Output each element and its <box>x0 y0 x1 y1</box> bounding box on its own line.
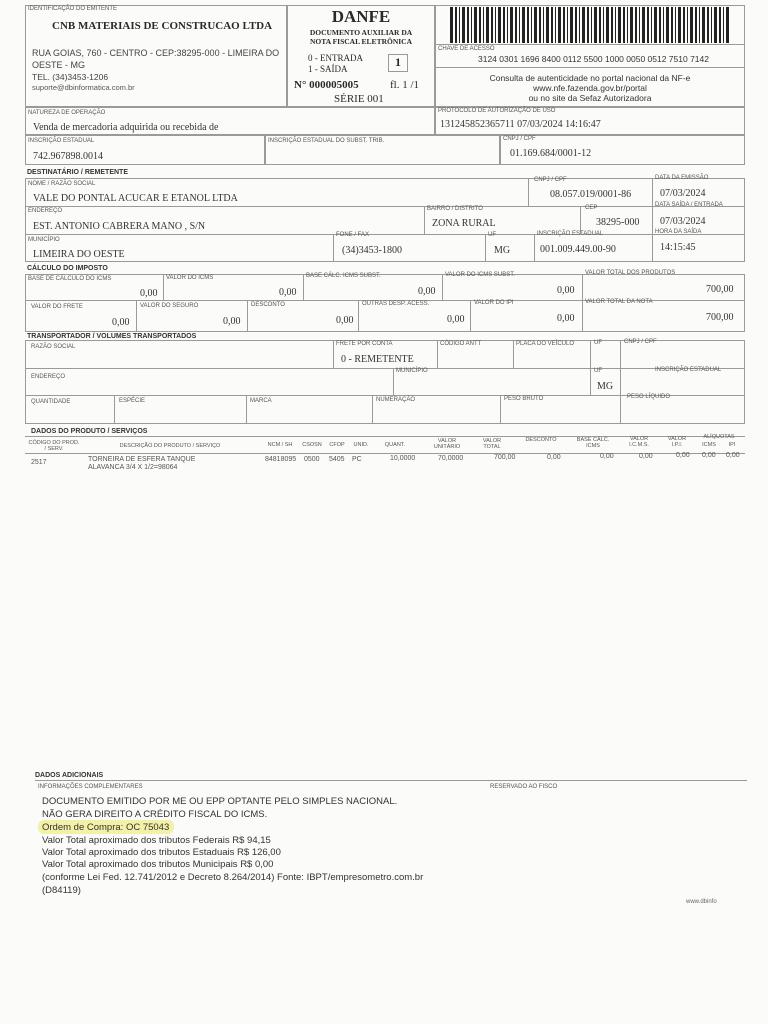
chave-label: CHAVE DE ACESSO <box>438 46 495 52</box>
prod-h-aliq-icms: ICMS <box>702 442 716 448</box>
natureza-value: Venda de mercadoria adquirida ou recebida de <box>33 122 219 133</box>
emitente-email: suporte@dbinformatica.com.br <box>32 83 135 92</box>
transp-quantidade-label: QUANTIDADE <box>31 399 71 405</box>
dest-uf-value: MG <box>494 245 511 256</box>
imp-col-4 <box>582 274 583 332</box>
dest-bairro-label: BAIRRO / DISTRITO <box>427 206 483 212</box>
imp-col-7 <box>358 300 359 332</box>
transp-col-3 <box>513 340 514 368</box>
consulta-line-2: www.nfe.fazenda.gov.br/portal <box>533 83 647 93</box>
danfe-entrada: 0 - ENTRADA <box>308 53 363 63</box>
transp-col-1 <box>333 340 334 368</box>
prod-h-descricao: DESCRIÇÃO DO PRODUTO / SERVIÇO <box>119 443 221 449</box>
emitente-phone: TEL. (34)3453-1206 <box>32 72 109 82</box>
dest-ie-label: INSCRIÇÃO ESTADUAL <box>537 231 604 237</box>
info-line-3: Ordem de Compra: OC 75043 <box>42 822 170 833</box>
transp-row-line-1 <box>25 368 745 369</box>
dest-row-line-2 <box>25 234 745 235</box>
imp-desconto-label: DESCONTO <box>251 302 285 308</box>
transp-especie-label: ESPÉCIE <box>119 398 146 404</box>
transp-peso-liquido-label: PESO LÍQUIDO <box>627 394 671 400</box>
danfe-numero: N° 000005005 <box>294 79 359 91</box>
transp-uf2-label: UF <box>594 368 602 374</box>
dest-data-saida-value: 07/03/2024 <box>660 216 706 227</box>
prod-h-quant: QUANT. <box>384 442 406 448</box>
footer-url: www.dbinfo <box>686 899 717 905</box>
dest-cep-value: 38295-000 <box>596 217 640 228</box>
dest-col-line-3 <box>424 206 425 234</box>
danfe-saida: 1 - SAÍDA <box>308 64 348 74</box>
dest-col-line-2 <box>652 178 653 262</box>
prod-aliq-icms: 0,00 <box>702 452 716 459</box>
ie-label: INSCRIÇÃO ESTADUAL <box>28 138 95 144</box>
imp-frete-value: 0,00 <box>112 317 130 328</box>
prod-h-valor-total: VALOR TOTAL <box>482 438 502 450</box>
imp-valor-icms-value: 0,00 <box>279 287 297 298</box>
info-line-7: (conforme Lei Fed. 12.741/2012 e Decreto 8.264/2014) Fonte: IBPT/empresometro.com.br <box>42 872 424 883</box>
dest-fone-label: FONE / FAX <box>336 232 370 238</box>
adicionais-top-line <box>35 780 747 781</box>
dest-col-line-6 <box>485 234 486 262</box>
imp-outras-value: 0,00 <box>447 314 465 325</box>
dest-uf-label: UF <box>488 232 496 238</box>
transp-municipio-label: MUNICÍPIO <box>396 368 428 374</box>
dest-fone-value: (34)3453-1800 <box>342 245 402 256</box>
prod-h-valor-ipi: VALOR I.P.I. <box>667 436 687 448</box>
imp-seguro-label: VALOR DO SEGURO <box>140 303 199 309</box>
transportador-section: TRANSPORTADOR / VOLUMES TRANSPORTADOS <box>27 333 197 340</box>
prod-desconto: 0,00 <box>547 454 561 461</box>
imp-total-nota-value: 700,00 <box>706 312 734 323</box>
transp-placa-label: PLACA DO VEÍCULO <box>516 341 575 347</box>
consulta-line-1: Consulta de autenticidade no portal nacional da NF-e <box>489 73 691 83</box>
transp-razao-label: RAZÃO SOCIAL <box>31 344 76 350</box>
imp-frete-label: VALOR DO FRETE <box>31 304 83 310</box>
transp-cnpj-label: CNPJ / CPF <box>624 339 657 345</box>
dest-nome-value: VALE DO PONTAL ACUCAR E ETANOL LTDA <box>33 193 238 204</box>
prod-h-desconto: DESCONTO <box>525 437 557 443</box>
imp-seguro-value: 0,00 <box>223 316 241 327</box>
produtos-section: DADOS DO PRODUTO / SERVIÇOS <box>31 428 148 435</box>
imp-ipi-label: VALOR DO IPI <box>474 300 514 306</box>
barcode <box>450 7 730 43</box>
produtos-header-line <box>25 453 745 454</box>
danfe-tipo: 1 <box>395 55 401 69</box>
dest-cnpj-label: CNPJ / CPF <box>534 177 567 183</box>
prod-h-csosn: CSOSN <box>302 442 322 448</box>
adicionais-section: DADOS ADICIONAIS <box>35 772 104 779</box>
info-line-1: DOCUMENTO EMITIDO POR ME OU EPP OPTANTE PELO SIMPLES NACIONAL. <box>42 796 398 807</box>
imp-col-8 <box>470 300 471 332</box>
prod-descricao-2: ALAVANCA 3/4 X 1/2=98064 <box>88 464 178 471</box>
dest-cep-label: CEP <box>585 205 598 211</box>
imp-base-st-label: BASE CÁLC. ICMS SUBST. <box>306 273 381 279</box>
imp-base-icms-value: 0,00 <box>140 288 158 299</box>
ie-st-label: INSCRIÇÃO ESTADUAL DO SUBST. TRIB. <box>268 138 385 144</box>
imp-outras-label: OUTRAS DESP. ACESS. <box>362 301 430 307</box>
dest-nome-label: NOME / RAZÃO SOCIAL <box>28 181 96 187</box>
prod-base-icms: 0,00 <box>600 453 614 460</box>
danfe-subtitle-2: NOTA FISCAL ELETRÔNICA <box>310 37 412 46</box>
prod-cfop: 5405 <box>329 456 345 463</box>
prod-h-aliquotas: ALÍQUOTAS <box>703 434 735 440</box>
cnpj-value: 01.169.684/0001-12 <box>510 148 592 159</box>
imp-valor-icms-label: VALOR DO ICMS <box>166 275 214 281</box>
transp-marca-label: MARCA <box>250 398 272 404</box>
transp-col-8 <box>246 395 247 424</box>
transp-peso-bruto-label: PESO BRUTO <box>504 396 544 402</box>
imp-valor-st-value: 0,00 <box>557 285 575 296</box>
dest-col-line-5 <box>333 234 334 262</box>
dest-hora-label: HORA DA SAÍDA <box>655 229 702 235</box>
dest-row-line-1 <box>25 206 745 207</box>
protocolo-value: 131245852365711 07/03/2024 14:16:47 <box>440 119 601 130</box>
imp-base-st-value: 0,00 <box>418 286 436 297</box>
dest-endereco-value: EST. ANTONIO CABRERA MANO , S/N <box>33 221 206 232</box>
transp-frete-conta-value: 0 - REMETENTE <box>341 354 414 365</box>
info-complementares-label: INFORMAÇÕES COMPLEMENTARES <box>38 784 143 790</box>
imp-total-produtos-label: VALOR TOTAL DOS PRODUTOS <box>585 270 676 276</box>
danfe-folha: fl. 1 /1 <box>390 79 420 91</box>
prod-h-base-icms: BASE CÁLC. ICMS <box>576 437 610 449</box>
emitente-name: CNB MATERIAIS DE CONSTRUCAO LTDA <box>52 20 273 32</box>
prod-h-valor-unit: VALOR UNITÁRIO <box>433 438 461 450</box>
imp-ipi-value: 0,00 <box>557 313 575 324</box>
chave-divider-2 <box>435 67 745 68</box>
imp-col-1 <box>163 274 164 300</box>
dest-municipio-value: LIMEIRA DO OESTE <box>33 249 125 260</box>
prod-csosn: 0500 <box>304 456 320 463</box>
prod-quant: 10,0000 <box>390 455 416 462</box>
reservado-fisco-label: RESERVADO AO FISCO <box>490 784 558 790</box>
transp-numeracao-label: NUMERAÇÃO <box>376 397 416 403</box>
transp-col-4 <box>590 340 591 395</box>
transp-endereco-label: ENDEREÇO <box>31 374 66 380</box>
transp-col-10 <box>500 395 501 424</box>
destinatario-section: DESTINATÁRIO / REMETENTE <box>27 169 128 176</box>
prod-codigo: 2517 <box>31 459 47 466</box>
prod-unid: PC <box>352 456 362 463</box>
cnpj-label: CNPJ / CPF <box>503 136 536 142</box>
emitente-section-label: IDENTIFICAÇÃO DO EMITENTE <box>28 6 118 12</box>
transp-col-2 <box>437 340 438 368</box>
prod-h-cfop: CFOP <box>329 442 345 448</box>
info-line-8: (D84119) <box>42 885 81 896</box>
protocolo-label: PROTOCOLO DE AUTORIZAÇÃO DE USO <box>438 108 556 114</box>
prod-h-ncm: NCM / SH <box>267 442 293 448</box>
dest-col-line-4 <box>580 206 581 234</box>
transp-col-9 <box>372 395 373 424</box>
dest-col-line-7 <box>534 234 535 262</box>
consulta-line-3: ou no site da Sefaz Autorizadora <box>528 93 652 103</box>
info-line-2: NÃO GERA DIREITO A CRÉDITO FISCAL DO ICMS. <box>42 809 268 820</box>
transp-col-5 <box>620 340 621 424</box>
danfe-serie: SÉRIE 001 <box>334 93 384 105</box>
imp-col-6 <box>247 300 248 332</box>
chave-divider <box>435 44 745 45</box>
prod-ncm: 84818095 <box>265 456 297 463</box>
transportador-box <box>25 340 745 424</box>
imp-valor-st-label: VALOR DO ICMS SUBST. <box>445 272 515 278</box>
dest-municipio-label: MUNICÍPIO <box>28 237 60 243</box>
dest-cnpj-value: 08.057.019/0001-86 <box>550 189 632 200</box>
danfe-title: DANFE <box>331 7 391 26</box>
dest-endereco-label: ENDEREÇO <box>28 208 63 214</box>
prod-valor-unit: 70,0000 <box>438 455 464 462</box>
danfe-subtitle-1: DOCUMENTO AUXILIAR DA <box>309 28 413 37</box>
dest-ie-value: 001.009.449.00-90 <box>540 244 616 255</box>
dest-bairro-value: ZONA RURAL <box>432 218 496 229</box>
prod-h-valor-icms: VALOR I.C.M.S. <box>629 436 649 448</box>
prod-aliq-ipi: 0,00 <box>726 452 740 459</box>
dest-data-emissao-label: DATA DA EMISSÃO <box>655 175 709 181</box>
prod-valor-ipi: 0,00 <box>676 452 690 459</box>
info-line-4: Valor Total aproximado dos tributos Federais R$ 94,15 <box>42 835 271 846</box>
dest-hora-value: 14:15:45 <box>660 242 696 253</box>
imp-desconto-value: 0,00 <box>336 315 354 326</box>
dest-data-saida-label: DATA SAÍDA / ENTRADA <box>655 202 723 208</box>
prod-h-unid: UNID. <box>353 442 369 448</box>
emitente-address-1: RUA GOIAS, 760 - CENTRO - CEP:38295-000 - LIMEIRA DO <box>32 48 280 58</box>
dest-col-line-1 <box>528 178 529 206</box>
prod-valor-icms: 0,00 <box>639 453 653 460</box>
emitente-address-2: OESTE - MG <box>32 60 86 70</box>
imp-col-2 <box>303 274 304 300</box>
imp-total-nota-label: VALOR TOTAL DA NOTA <box>585 299 653 305</box>
transp-uf-label: UF <box>594 340 602 346</box>
info-line-6: Valor Total aproximado dos tributos Municipais R$ 0,00 <box>42 859 274 870</box>
prod-h-aliq-ipi: IPI <box>728 442 736 448</box>
transp-ie-label: INSCRIÇÃO ESTADUAL <box>655 367 722 373</box>
ie-value: 742.967898.0014 <box>33 151 103 162</box>
imp-base-icms-label: BASE DE CÁLCULO DO ICMS <box>28 276 112 282</box>
prod-h-codigo: CÓDIGO DO PROD. / SERV. <box>28 440 80 452</box>
chave-value: 3124 0301 1696 8400 0112 5500 1000 0050 0512 7510 7142 <box>478 54 709 64</box>
transp-uf2-value: MG <box>597 381 614 392</box>
info-line-5: Valor Total aproximado dos tributos Estaduais R$ 126,00 <box>42 847 281 858</box>
prod-descricao-1: TORNEIRA DE ESFERA TANQUE <box>88 456 196 463</box>
imposto-section: CÁLCULO DO IMPOSTO <box>27 265 108 272</box>
dest-data-emissao-value: 07/03/2024 <box>660 188 706 199</box>
prod-valor-total: 700,00 <box>494 454 516 461</box>
transp-antt-label: CÓDIGO ANTT <box>440 341 482 347</box>
transp-col-7 <box>114 395 115 424</box>
transp-col-6 <box>393 368 394 395</box>
natureza-label: NATUREZA DE OPERAÇÃO <box>28 110 106 116</box>
transp-frete-conta-label: FRETE POR CONTA <box>336 341 393 347</box>
imp-col-5 <box>136 300 137 332</box>
imp-col-3 <box>442 274 443 300</box>
imp-total-produtos-value: 700,00 <box>706 284 734 295</box>
